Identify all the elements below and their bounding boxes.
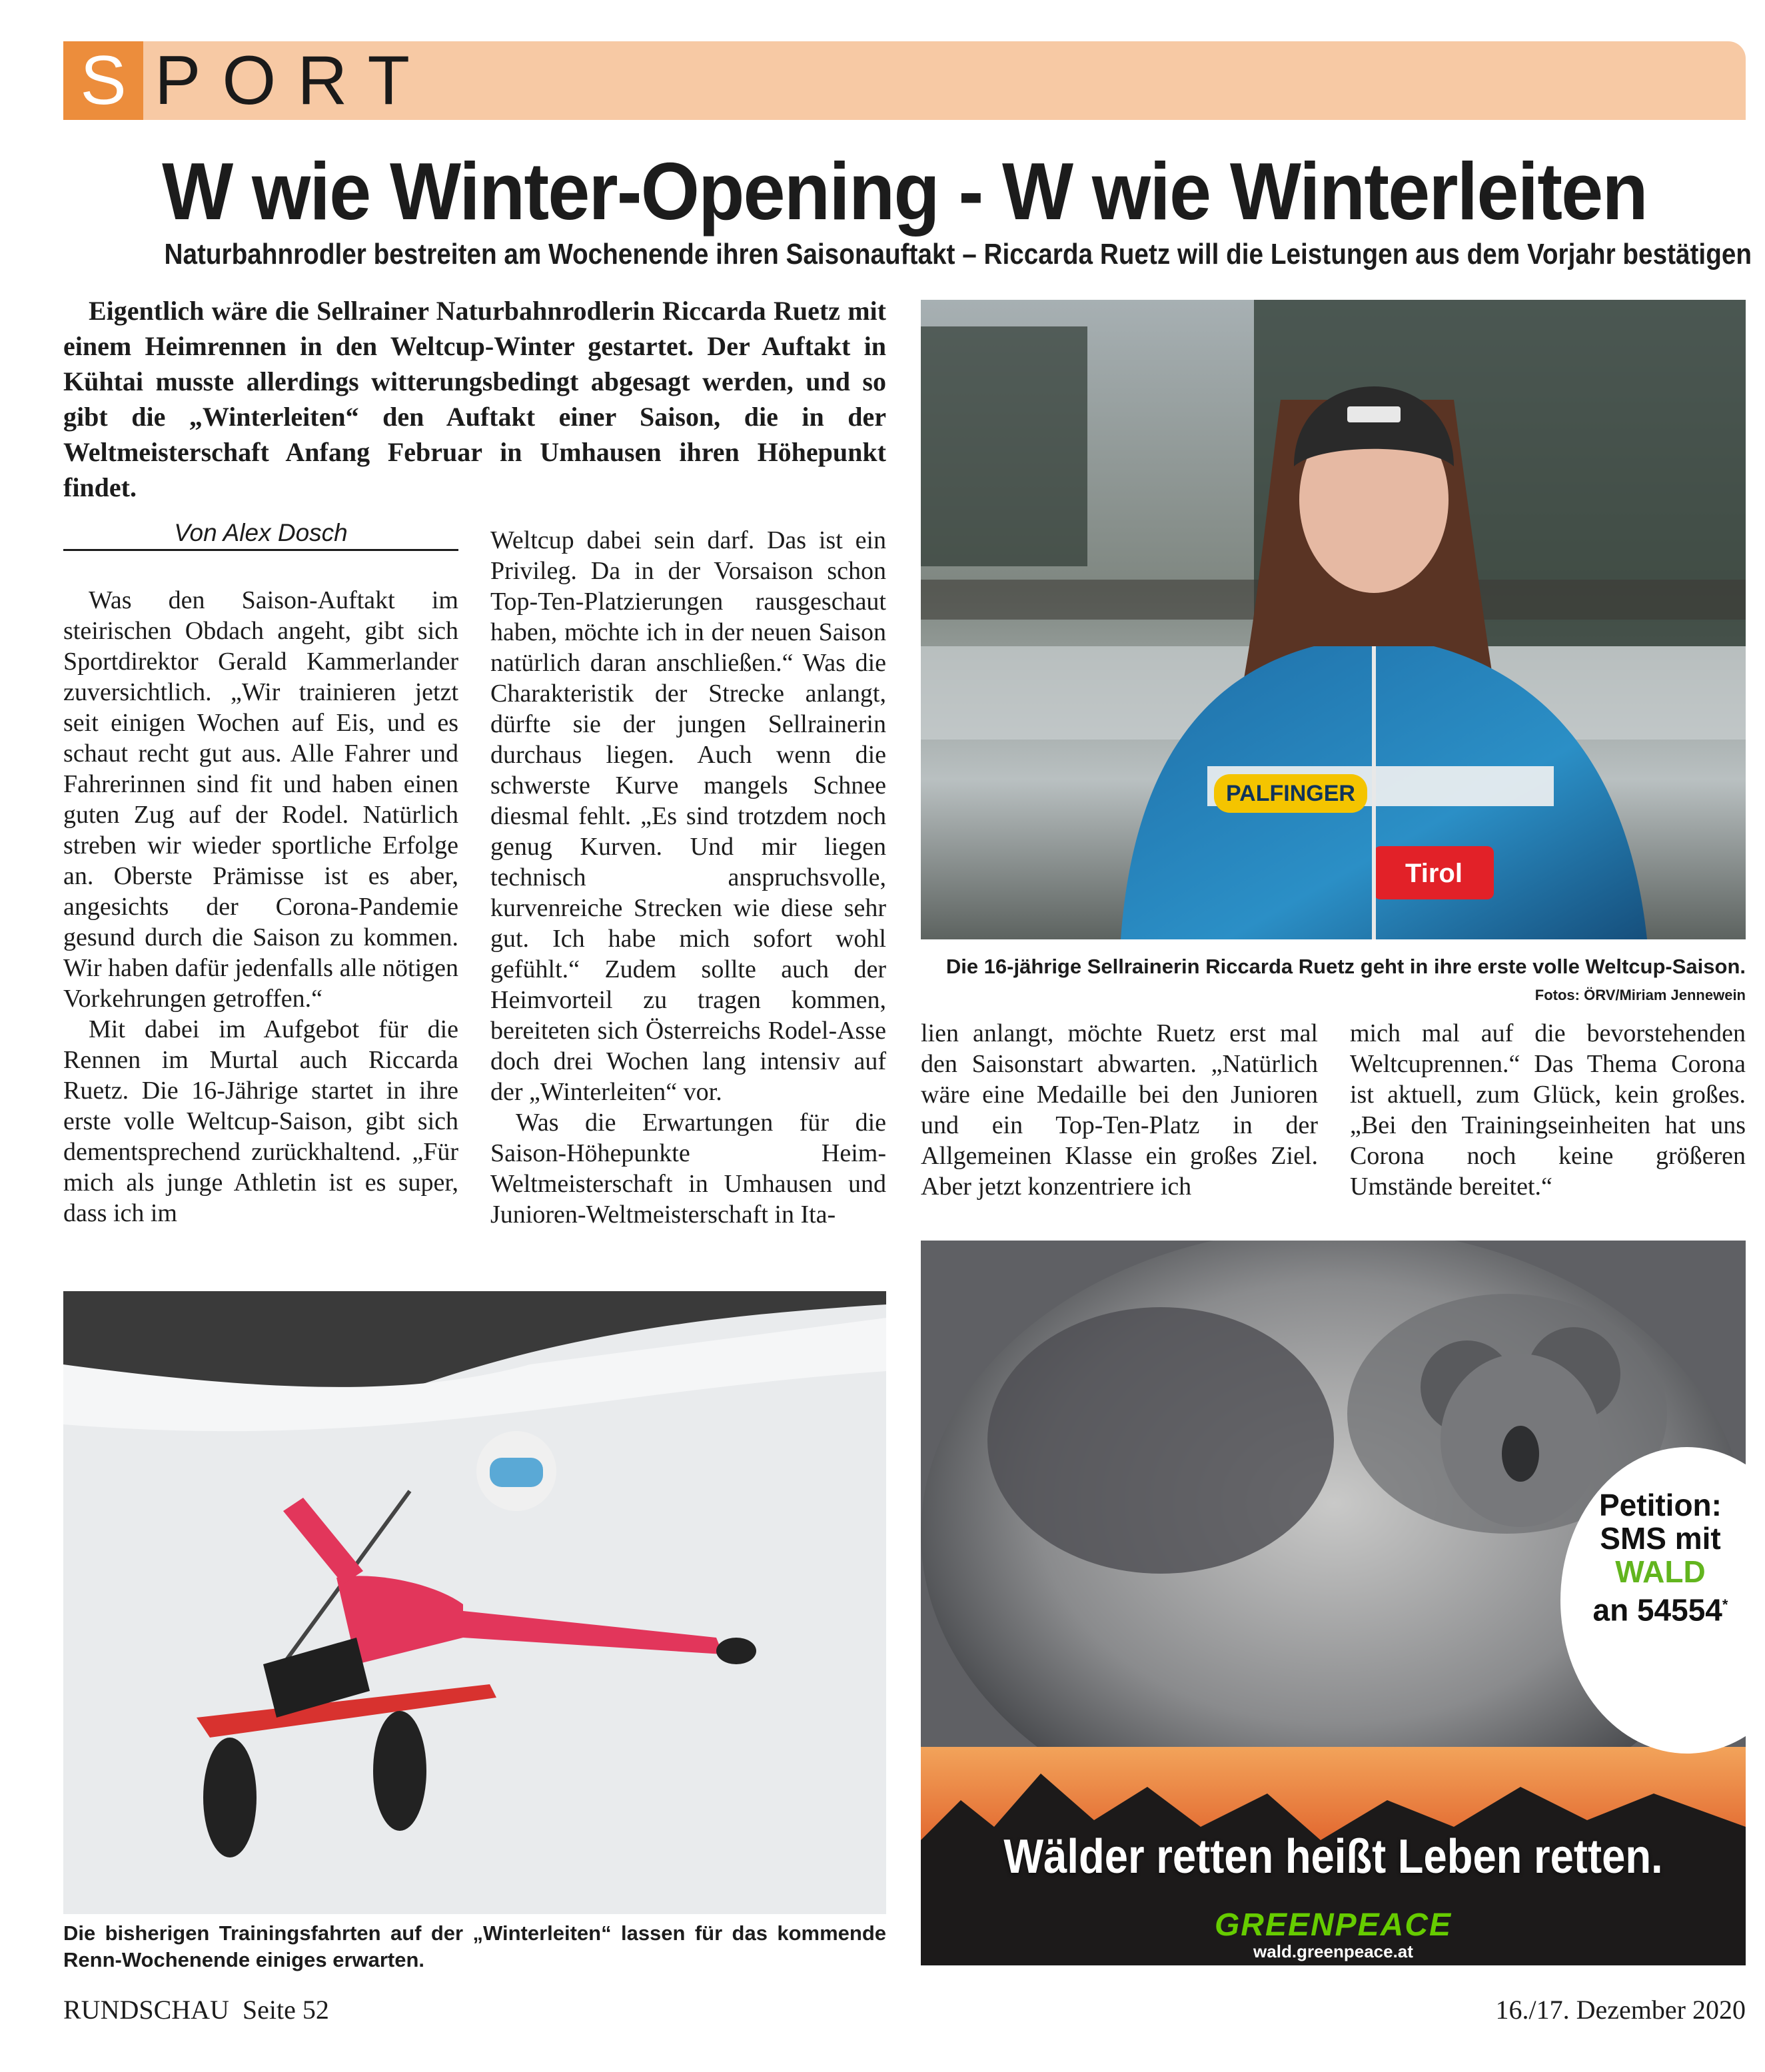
article-column-2 xyxy=(490,525,886,1230)
article-column-4 xyxy=(1350,1018,1746,1202)
greenpeace-advertisement xyxy=(921,1241,1746,1965)
luge-training-image xyxy=(63,1291,886,1914)
photo-credit: Fotos: ÖRV/Miriam Jennewein xyxy=(1534,987,1746,1003)
top-photo-caption: Die 16-jährige Sellrainerin Riccarda Ruetz geht in ihre erste volle Weltcup-Saison. xyxy=(945,955,1746,978)
badge-line: Petition: xyxy=(1599,1488,1722,1522)
paragraph: mich mal auf die bevorstehenden Weltcuprennen.“ Das Thema Corona ist aktuell, zum Glück, kein großes. „Bei den Trainingseinheiten hat uns Corona noch keine größeren Umstände bereitet.“ xyxy=(1350,1019,1746,1201)
rubric-initial: S xyxy=(63,41,143,120)
paragraph: Was den Saison-Auftakt im steirischen Obdach angeht, gibt sich Sportdirektor Gerald Kammerlander zuversichtlich. „Wir trainieren jetzt seit einigen Wochen auf Eis, und es schaut recht gut aus. Alle Fahrer und Fahrerinnen sind fit und haben einen guten Zug auf der Rodel. Natürlich streben wir wieder sportliche Erfolge an. Oberste Prämisse ist es aber, angesichts der Corona-Pandemie gesund durch die Saison zu kommen. Wir haben dafür jedenfalls alle nötigen Vorkehrungen getroffen.“ xyxy=(63,586,458,1013)
ad-slogan: Wälder retten heißt Leben retten. xyxy=(1003,1830,1663,1883)
badge-line: SMS mit xyxy=(1600,1521,1721,1556)
paragraph: Mit dabei im Aufgebot für die Rennen im Murtal auch Riccarda Ruetz. Die 16-Jährige startet in ihre erste volle Weltcup-Saison, gibt sich dementsprechend zurückhaltend. „Für mich als junge Athletin ist es super, dass ich im xyxy=(63,1015,458,1227)
byline: Von Alex Dosch xyxy=(63,518,458,551)
paragraph: Was die Erwartungen für die Saison-Höhepunkte Heim-Weltmeisterschaft in Umhausen und Junioren-Weltmeisterschaft in Ita- xyxy=(490,1109,886,1229)
footer-date: 16./17. Dezember 2020 xyxy=(1495,1995,1746,2025)
headline: W wie Winter-Opening - W wie Winterleiten xyxy=(162,146,1647,237)
athlete-portrait-photo xyxy=(921,300,1746,939)
petition-badge xyxy=(1580,1488,1740,1626)
badge-keyword: WALD xyxy=(1615,1554,1706,1589)
lead-paragraph: Eigentlich wäre die Sellrainer Naturbahnrodlerin Riccarda Ruetz mit einem Heimrennen in den Weltcup-Winter gestartet. Der Auftakt in Kühtai musste allerdings witterungsbedingt abgesagt werden, und so gibt die „Winterleiten“ den Auftakt einer Saison, die in der Weltmeisterschaft Anfang Februar in Umhausen ihren Höhepunkt findet. xyxy=(63,296,886,502)
footer-publication: RUNDSCHAU Seite 52 xyxy=(63,1995,329,2025)
jacket-sponsor-palfinger: PALFINGER xyxy=(1226,781,1355,806)
greenpeace-logo: GREENPEACE xyxy=(1214,1907,1453,1943)
athlete-portrait-image xyxy=(921,300,1746,939)
article-column-1 xyxy=(63,585,458,1229)
paragraph: Weltcup dabei sein darf. Das ist ein Privileg. Da in der Vorsaison schon Top-Ten-Platzierungen rausgeschaut haben, möchte ich in der neuen Saison natürlich daran anschließen.“ Was die Charakteristik der Strecke anlangt, dürfte sie der jungen Sellrainerin durchaus liegen. Auch wenn die schwerste Kurve mangels Schnee diesmal fehlt. „Es sind trotzdem noch genug Kurven. Und mir liegen technisch anspruchsvolle, kurvenreiche Strecken wie diese sehr gut. Ich habe mich sofort wohl gefühlt.“ Zudem sollte auch der Heimvorteil zu tragen kommen, bereiteten sich Österreichs Rodel-Asse doch drei Wochen lang intensiv auf der „Winterleiten“ vor. xyxy=(490,526,886,1106)
paragraph: lien anlangt, möchte Ruetz erst mal den Saisonstart abwarten. „Natürlich wäre eine Medaille bei den Junioren und ein Top-Ten-Platz in der Allgemeinen Klasse ein großes Ziel. Aber jetzt konzentriere ich xyxy=(921,1019,1318,1201)
luge-training-photo xyxy=(63,1291,886,1914)
ad-url-link[interactable]: wald.greenpeace.at xyxy=(1253,1941,1413,1961)
subheadline: Naturbahnrodler bestreiten am Wochenende ihren Saisonauftakt – Riccarda Ruetz will die Leistungen aus dem Vorjahr bestätigen xyxy=(164,238,1752,270)
jacket-sponsor-tirol: Tirol xyxy=(1405,859,1463,888)
bottom-photo-caption: Die bisherigen Trainingsfahrten auf der „Winterleiten“ lassen für das kommende Renn-Wochenende einiges erwarten. xyxy=(63,1921,886,1971)
rubric-title: PORT xyxy=(155,42,432,119)
article-column-3 xyxy=(921,1018,1318,1202)
badge-number: an 54554* xyxy=(1592,1592,1728,1628)
